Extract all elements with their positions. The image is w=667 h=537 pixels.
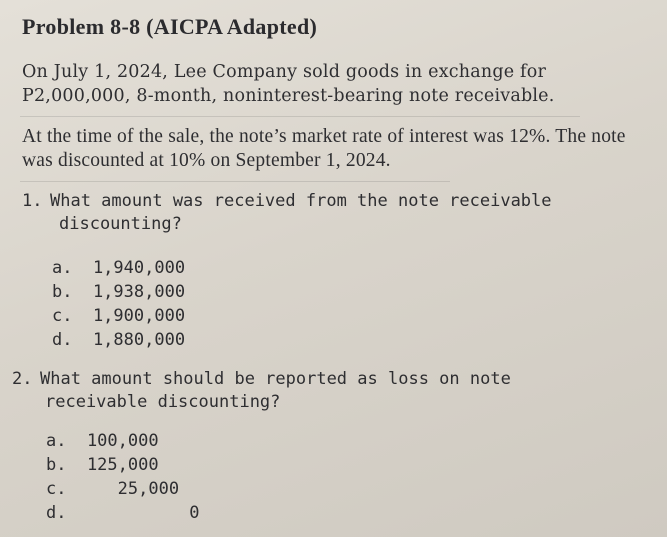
choice-a: a. 1,940,000: [52, 258, 186, 278]
choice-b: b. 125,000: [46, 455, 159, 475]
question-text-continued: receivable discounting?: [45, 392, 281, 412]
question-2-choices: [46, 429, 200, 525]
question-number: 2.: [12, 369, 33, 389]
question-1-choices: [52, 256, 185, 352]
choice-c: c. 25,000: [46, 479, 180, 499]
question-1: [22, 190, 652, 236]
problem-paragraph-1: On July 1, 2024, Lee Company sold goods in exchange for P2,000,000, 8-month, noninterest-bearing note receivable.: [22, 62, 555, 106]
choice-d: d. 0: [46, 503, 200, 523]
question-text: What amount was received from the note receivable: [50, 191, 552, 211]
divider: [20, 181, 450, 182]
question-text-continued: discounting?: [59, 214, 182, 234]
choice-b: b. 1,938,000: [52, 282, 186, 302]
choice-a: a. 100,000: [46, 431, 159, 451]
question-number: 1.: [22, 191, 43, 211]
problem-paragraph-2: At the time of the sale, the note’s market rate of interest was 12%. The note was discounted at 10% on September 1, 2024.: [22, 126, 626, 171]
question-text: What amount should be reported as loss on note: [40, 369, 511, 389]
divider: [20, 116, 580, 117]
choice-d: d. 1,880,000: [52, 330, 186, 350]
problem-title: Problem 8-8 (AICPA Adapted): [22, 14, 318, 39]
choice-c: c. 1,900,000: [52, 306, 186, 326]
question-2: [12, 368, 642, 414]
